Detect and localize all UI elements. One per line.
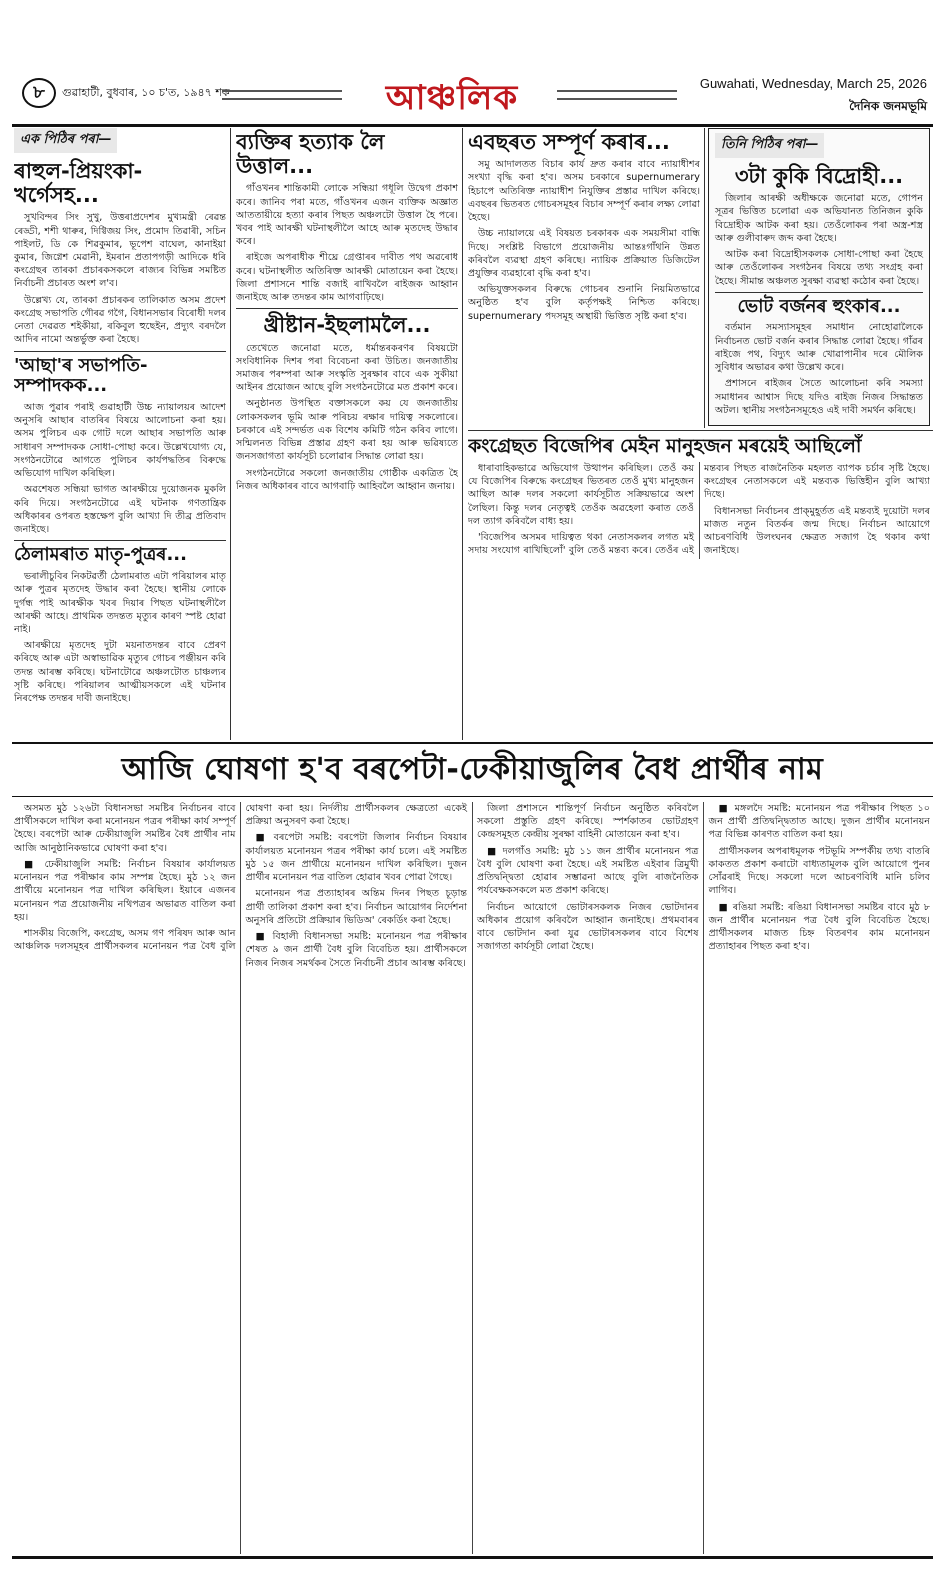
divider [14, 540, 226, 541]
article9-paragraph: বিধানসভা নিৰ্বাচনৰ প্ৰাক্‌মুহূৰ্তত এই মন্তব্যই দুয়োটা দলৰ মাজত নতুন বিতৰ্কৰ জন্ম দিছে। নিৰ্বাচন আয়োগে আচৰণবিধি উলংঘনৰ ক্ষেত্ৰত সজাগ হৈ থকাৰ কথা জনাইছে। [704, 505, 930, 557]
article3-paragraph: ভৰালীচুবিৰ নিকটৱৰ্তী ঠেলামৰাত এটা পৰিয়ালৰ মাতৃ আৰু পুত্ৰৰ মৃতদেহ উদ্ধাৰ কৰা হৈছে। স্থানীয় লোকে দুৰ্গন্ধ পাই আৰক্ষীক খবৰ দিয়াৰ পিছত ঘটনাস্থলীলৈ আৰক্ষী আহে। প্ৰাথমিক তদন্তত মৃত্যুৰ কাৰণ স্পষ্ট হোৱা নাই। [14, 571, 226, 635]
kuki-rebels-box [708, 128, 930, 426]
article8-body [715, 321, 923, 417]
column-center-left [236, 128, 458, 742]
main-story-body [14, 802, 930, 1554]
headline-vote-boycott: ভোট বৰ্জনৰ হুংকাৰ... [737, 295, 901, 317]
main-headline: আজি ঘোষণা হ'ব বৰপেটা-ঢেকীয়াজুলিৰ বৈধ প্ৰাৰ্থীৰ নাম [121, 752, 824, 787]
main-paragraph: ■ মঙ্গলদৈ সমষ্টি: মনোনয়ন পত্ৰ পৰীক্ষাৰ পিছত ১০ জন প্ৰাৰ্থী প্ৰতিদ্বন্দ্বিতাত আছে। দুজন প্ৰাৰ্থীৰ মনোনয়ন পত্ৰ বিভিন্ন কাৰণত বাতিল কৰা হয়। [708, 803, 930, 841]
column-center-right [468, 128, 700, 428]
english-date: Guwahati, Wednesday, March 25, 2026 [699, 76, 927, 91]
main-paragraph: নিৰ্বাচন আয়োগে ভোটাৰসকলক নিজৰ ভোটদানৰ অধিকাৰ প্ৰয়োগ কৰিবলৈ আহ্বান জনাইছে। প্ৰথমবাৰৰ বাবে ভোটদান কৰা যুৱ ভোটাৰসকলৰ বাবে বিশেষ সজাগতা কাৰ্যসূচী লোৱা হৈছে। [477, 901, 699, 953]
article6-paragraph: অভিযুক্তসকলৰ বিৰুদ্ধে গোচৰৰ শুনানি নিয়মিতভাৱে অনুষ্ঠিত হ'ব বুলি কৰ্তৃপক্ষই নিশ্চিত কৰিছে। supernumerary পদসমূহ অস্থায়ী ভিত্তিত সৃষ্টি কৰা হ'ব। [468, 284, 700, 322]
column-left [14, 128, 226, 742]
article6-paragraph: সমু আদালতত বিচাৰ কাৰ্য দ্ৰুত কৰাৰ বাবে ন্যায়াধীশৰ সংখ্যা বৃদ্ধি কৰা হ'ব। অসম চৰকাৰে supernumerary হিচাপে অতিৰিক্ত ন্যায়াধীশ নিযুক্তিৰ প্ৰস্তাৱ দাখিল কৰিছে। এবছৰৰ ভিতৰত গোচৰসমূহৰ বিচাৰ সম্পূৰ্ণ কৰাৰ লক্ষ্য লোৱা হৈছে। [468, 159, 700, 224]
congress-bjp-story [468, 434, 930, 740]
main-paragraph: শাসকীয় বিজেপি, কংগ্ৰেছ, অসম গণ পৰিষদ আৰু আন আঞ্চলিক দলসমূহৰ প্ৰাৰ্থীসকলৰ মনোনয়ন পত্ৰ বৈধ বুলি ঘোষণা কৰা হয়। নিৰ্দলীয় প্ৰাৰ্থীসকলৰ ক্ষেত্ৰতো একেই প্ৰক্ৰিয়া অনুসৰণ কৰা হৈছে। [14, 803, 467, 953]
headline-murder: ব্যক্তিৰ হত্যাক লৈ উত্তাল... [236, 130, 385, 179]
article5-body [236, 342, 458, 494]
page-header [12, 72, 933, 126]
headline-congress-bjp: কংগ্ৰেছত বিজেপিৰ মেইন মানুহজন মৰয়েই আছিলোঁ [468, 435, 862, 457]
headline-christian-islam: খ্ৰীষ্টান-ইছলামলৈ... [263, 313, 431, 338]
divider [715, 292, 923, 293]
column-rule [230, 128, 231, 740]
article7-body [715, 192, 923, 288]
article6-body [468, 158, 700, 323]
headline-rahul-priyanka: ৰাহুল-প্ৰিয়ংকা-খৰ্গেসহ... [14, 159, 143, 208]
kicker-article7: তিনি পিঠিৰ পৰা— [715, 133, 824, 158]
newspaper-name: দৈনিক জনমভূমি [849, 99, 927, 113]
divider [236, 308, 458, 309]
column-rule [704, 128, 705, 428]
main-paragraph: ■ বৰপেটা সমষ্টি: বৰপেটা জিলাৰ নিৰ্বাচন বিষয়াৰ কাৰ্যালয়ত মনোনয়ন পত্ৰৰ পৰীক্ষা কাৰ্য চলে। এই সমষ্টিত মুঠ ১৫ জন প্ৰাৰ্থীয়ে মনোনয়ন দাখিল কৰিছিল। দুজন প্ৰাৰ্থীৰ মনোনয়ন পত্ৰ বাতিল হোৱাৰ খবৰ পোৱা গৈছে। [245, 832, 467, 884]
article4-body [236, 182, 458, 304]
main-paragraph: ■ দলগাঁও সমষ্টি: মুঠ ১১ জন প্ৰাৰ্থীৰ মনোনয়ন পত্ৰ বৈধ বুলি ঘোষণা কৰা হৈছে। এই সমষ্টিত এইবাৰ ত্ৰিমুখী প্ৰতিদ্বন্দ্বিতা হোৱাৰ সম্ভাৱনা আছে বুলি ৰাজনৈতিক পৰ্যবেক্ষকসকলে মত প্ৰকাশ কৰিছে। [477, 845, 699, 897]
column-rule [462, 128, 463, 740]
main-paragraph: ■ ঢেকীয়াজুলি সমষ্টি: নিৰ্বাচন বিষয়াৰ কাৰ্যালয়ত মনোনয়ন পত্ৰ পৰীক্ষাৰ কাম সম্পন্ন হৈছে। মুঠ ১২ জন প্ৰাৰ্থীয়ে মনোনয়ন পত্ৰ দাখিল কৰিছিল। ইয়াৰে এজনৰ মনোনয়ন পত্ৰ প্ৰয়োজনীয় নথিপত্ৰৰ অভাৱত বাতিল কৰা হয়। [14, 858, 236, 923]
kicker-article1: এক পিঠিৰ পৰা— [14, 128, 117, 153]
header-rule [12, 124, 933, 127]
article1-paragraph: সুখবিন্দৰ সিং সুখু, উত্তৰাপ্ৰদেশৰ মুখ্যমন্ত্ৰী ৰেৱন্ত ৰেড্ডী, শশী থাৰুৰ, দিগ্বিজয় সিং, প্ৰমোদ তিৱাৰী, সচিন পাইলট, ডি কে শিৱকুমাৰ, ভূপেশ বাঘেল, কানাইয়া কুমাৰ, জিগ্নেশ মেৱানী, ইমৰান প্ৰতাপগড়ী আদিকে ধৰি কংগ্ৰেছৰ তাৰকা প্ৰচাৰকসকলে ৰাজ্যৰ বিভিন্ন সমষ্টিত নিৰ্বাচনী প্ৰচাৰত অংশ ল'ব। [14, 212, 226, 290]
assamese-date: গুৱাহাটী, বুধবাৰ, ১০ চ'ত, ১৯৪৭ শক [62, 86, 230, 99]
article1-body [14, 211, 226, 346]
article3-body [14, 570, 226, 705]
article3-paragraph: আৰক্ষীয়ে মৃতদেহ দুটা ময়নাতদন্তৰ বাবে প্ৰেৰণ কৰিছে আৰু এটা অস্বাভাৱিক মৃত্যুৰ গোচৰ পঞ্জীয়ন কৰি তদন্ত আৰম্ভ কৰিছে। ঘটনাটোৱে অঞ্চলটোত চাঞ্চল্যৰ সৃষ্টি কৰিছে। পৰিয়ালৰ আত্মীয়সকলে এই ঘটনাৰ নিৰপেক্ষ তদন্তৰ দাবী জনাইছে। [14, 640, 226, 705]
article4-paragraph: ৰাইজে অপৰাধীক শীঘ্ৰে গ্ৰেপ্তাৰৰ দাবীত পথ অৱৰোধ কৰে। ঘটনাস্থলীত অতিৰিক্ত আৰক্ষী মোতায়েন কৰা হৈছে। জিলা প্ৰশাসনে শান্তি বজাই ৰাখিবলৈ ৰাইজক আহ্বান জনাইছে আৰু তদন্তৰ কাম আগবাঢ়িছে। [236, 252, 458, 304]
headline-one-year: এবছৰত সম্পূৰ্ণ কৰাৰ... [468, 130, 670, 154]
main-paragraph: জিলা প্ৰশাসনে শান্তিপূৰ্ণ নিৰ্বাচন অনুষ্ঠিত কৰিবলৈ সকলো প্ৰস্তুতি গ্ৰহণ কৰিছে। স্পৰ্শকাতৰ ভোটগ্ৰহণ কেন্দ্ৰসমূহত কেন্দ্ৰীয় সুৰক্ষা বাহিনী মোতায়েন কৰা হ'ব। [477, 803, 699, 841]
article9-body [468, 462, 930, 559]
divider [468, 430, 933, 431]
article5-paragraph: অনুষ্ঠানত উপস্থিত বক্তাসকলে কয় যে জনজাতীয় লোকসকলৰ ভূমি আৰু পৰিচয় ৰক্ষাৰ দায়িত্ব সকলোৰে। চৰকাৰে এই সন্দৰ্ভত এক বিশেষ কমিটি গঠন কৰিব লাগে। সন্মিলনত বিভিন্ন প্ৰস্তাৱ গ্ৰহণ কৰা হয় আৰু ভৱিষ্যতে জনসজাগতা কাৰ্যসূচী চলোৱাৰ সিদ্ধান্ত লোৱা হয়। [236, 398, 458, 463]
header-ornament-left [222, 90, 342, 100]
section-logo: আঞ্চলিক [385, 78, 519, 118]
page-number: ৮ [22, 78, 56, 108]
main-paragraph: ■ ৰঙিয়া সমষ্টি: ৰঙিয়া বিধানসভা সমষ্টিৰ বাবে মুঠ ৮ জন প্ৰাৰ্থীৰ মনোনয়ন পত্ৰ বৈধ বুলি বিবেচিত হৈছে। প্ৰাৰ্থীসকলৰ মাজত চিহ্ন বিতৰণৰ কাম মনোনয়ন প্ৰত্যাহাৰৰ পিছত কৰা হ'ব। [708, 901, 930, 953]
article1-paragraph: উল্লেখ্য যে, তাৰকা প্ৰচাৰকৰ তালিকাত অসম প্ৰদেশ কংগ্ৰেছ সভাপতি গৌৰৱ গগৈ, বিধানসভাৰ বিৰোধী দলৰ নেতা দেৱৱত শইকীয়া, ৰকিবুল হুছেইন, প্ৰদ্যুৎ বৰদলৈ আদিৰ নামো অন্তৰ্ভুক্ত কৰা হৈছে। [14, 294, 226, 346]
article5-paragraph: তেখেতে জনোৱা মতে, ধৰ্মান্তৰকৰণৰ বিষয়টো সংবিধানিক দিশৰ পৰা বিবেচনা কৰা উচিত। জনজাতীয় সমাজৰ পৰম্পৰা আৰু সংস্কৃতি সুৰক্ষাৰ বাবে এক সুকীয়া আইনৰ প্ৰয়োজন আছে বুলি সংগঠনটোৱে মত প্ৰকাশ কৰে। [236, 342, 458, 394]
main-story-top-rule [12, 742, 933, 744]
article7-paragraph: জিলাৰ আৰক্ষী অধীক্ষকে জনোৱা মতে, গোপন সূত্ৰৰ ভিত্তিত চলোৱা এক অভিযানত তিনিজন কুকি বিদ্ৰোহীক আটক কৰা হয়। তেওঁলোকৰ পৰা অস্ত্ৰ-শস্ত্ৰ আৰু গুলীবাৰুদ জব্দ কৰা হৈছে। [715, 193, 923, 244]
article7-paragraph: আটক কৰা বিদ্ৰোহীসকলক সোধা-পোছা কৰা হৈছে আৰু তেওঁলোকৰ সংগঠনৰ বিষয়ে তথ্য সংগ্ৰহ কৰা হৈছে। সীমান্ত অঞ্চলত সুৰক্ষা ব্যৱস্থা কঠোৰ কৰা হৈছে। [715, 249, 923, 287]
article8-paragraph: প্ৰশাসনে ৰাইজৰ সৈতে আলোচনা কৰি সমস্যা সমাধানৰ আশ্বাস দিছে যদিও ৰাইজ নিজৰ সিদ্ধান্তত অটল। স্থানীয় সংগঠনসমূহেও এই দাবী সমৰ্থন কৰিছে। [715, 378, 923, 416]
article4-paragraph: গাঁওখনৰ শান্তিকামী লোকে সন্ধিয়া গধূলি উদ্বেগ প্ৰকাশ কৰে। জানিব পৰা মতে, গাঁওখনৰ এজন ব্যক্তিক অজ্ঞাত আততায়ীয়ে হত্যা কৰাৰ পিছত অঞ্চলটো উত্তাল হৈ পৰে। খবৰ পাই আৰক্ষী ঘটনাস্থলীলৈ আহে আৰু মৃতদেহ উদ্ধাৰ কৰে। [236, 183, 458, 248]
divider [14, 351, 226, 352]
headline-asa-president: 'আছা'ৰ সভাপতি-সম্পাদকক... [14, 354, 148, 397]
article8-paragraph: বৰ্তমান সমস্যাসমূহৰ সমাধান নোহোৱালৈকে নিৰ্বাচনত ভোট বৰ্জন কৰাৰ সিদ্ধান্ত লোৱা হৈছে। গাঁৱৰ ৰাইজে পথ, বিদ্যুৎ আৰু খোৱাপানীৰ দৰে মৌলিক সুবিধাৰ অভাৱৰ কথা উল্লেখ কৰে। [715, 322, 923, 374]
main-paragraph: মনোনয়ন পত্ৰ প্ৰত্যাহাৰৰ অন্তিম দিনৰ পিছত চূড়ান্ত প্ৰাৰ্থী তালিকা প্ৰকাশ কৰা হ'ব। নিৰ্বাচন আয়োগৰ নিৰ্দেশনা অনুসৰি প্ৰতিটো প্ৰক্ৰিয়াৰ ভিডিঅ' ৰেকৰ্ডিং কৰা হৈছে। [245, 888, 467, 926]
headline-kuki: ৩টা কুকি বিদ্ৰোহী... [734, 164, 904, 188]
article2-body [14, 401, 226, 536]
main-paragraph: অসমত মুঠ ১২৬টা বিধানসভা সমষ্টিৰ নিৰ্বাচনৰ বাবে প্ৰাৰ্থীসকলে দাখিল কৰা মনোনয়ন পত্ৰৰ পৰীক্ষা কাৰ্য সম্পূৰ্ণ হৈছে। বৰপেটা আৰু ঢেকীয়াজুলি সমষ্টিৰ বৈধ প্ৰাৰ্থীৰ নাম আজি আনুষ্ঠানিকভাৱে ঘোষণা কৰা হ'ব। [14, 803, 236, 854]
main-paragraph: প্ৰাৰ্থীসকলৰ অপৰাধমূলক পটভূমি সম্পৰ্কীয় তথ্য বাতৰি কাকতত প্ৰকাশ কৰাটো বাধ্যতামূলক বুলি আয়োগে পুনৰ সোঁৱৰাই দিছে। সকলো দলে আচৰণবিধি মানি চলিব লাগিব। [708, 845, 930, 897]
article5-paragraph: সংগঠনটোৱে সকলো জনজাতীয় গোষ্ঠীক একত্ৰিত হৈ নিজৰ অধিকাৰৰ বাবে আগবাঢ়ি আহিবলৈ আহ্বান জনায়। [236, 467, 458, 492]
footer-rule [12, 1556, 933, 1559]
article2-paragraph: অৱশেষত সন্ধিয়া ভাগত আৰক্ষীয়ে দুয়োজনক মুকলি কৰি দিয়ে। সংগঠনটোৱে এই ঘটনাক গণতান্ত্ৰিক অধিকাৰৰ ওপৰত হস্তক্ষেপ বুলি আখ্যা দি তীব্ৰ প্ৰতিবাদ জনাইছে। [14, 484, 226, 536]
main-paragraph: ■ বিহালী বিধানসভা সমষ্টি: মনোনয়ন পত্ৰ পৰীক্ষাৰ শেষত ৯ জন প্ৰাৰ্থী বৈধ বুলি বিবেচিত হয়। প্ৰাৰ্থীসকলে নিজৰ নিজৰ সমৰ্থকৰ সৈতে নিৰ্বাচনী প্ৰচাৰ আৰম্ভ কৰিছে। [245, 931, 467, 969]
article6-paragraph: উচ্চ ন্যায়ালয়ে এই বিষয়ত চৰকাৰক এক সময়সীমা বান্ধি দিছে। সংশ্লিষ্ট বিভাগে প্ৰয়োজনীয় আন্তঃগাঁথনি উন্নত কৰিবলৈ ব্যৱস্থা গ্ৰহণ কৰিছে। ন্যায়িক প্ৰক্ৰিয়াত ডিজিটেল প্ৰযুক্তিৰ ব্যৱহাৰো বৃদ্ধি কৰা হ'ব। [468, 228, 700, 280]
article2-paragraph: আজ পুৱাৰ পৰাই গুৱাহাটী উচ্চ ন্যায়ালয়ৰ আদেশ অনুসৰি আছাৰ বাতৰিৰ বিষয়ে আলোচনা কৰা হয়। অসম পুলিচৰ এক গোট দলে আছাৰ সভাপতি আৰু সাধাৰণ সম্পাদকক সোধা-পোছা কৰে। উল্লেখযোগ্য যে, সংগঠনটোৱে আগতে পুলিচৰ কাৰ্যপদ্ধতিৰ বিৰুদ্ধে অভিযোগ দাখিল কৰিছিল। [14, 402, 226, 480]
main-story-rule [12, 796, 933, 797]
headline-thelamara: ঠেলামৰাত মাতৃ-পুত্ৰৰ... [14, 544, 187, 566]
header-ornament-right [557, 90, 677, 100]
article9-paragraph: 'বিজেপিৰ অসমৰ দায়িত্বত থকা নেতাসকলৰ লগত মই সদায় সংযোগ ৰাখিছিলোঁ' বুলি তেওঁ মন্তব্য কৰে। তেওঁৰ এই মন্তব্যৰ পিছত ৰাজনৈতিক মহলত ব্যাপক চৰ্চাৰ সৃষ্টি হৈছে। কংগ্ৰেছৰ নেতাসকলে এই মন্তব্যক ভিত্তিহীন বুলি আখ্যা দিছে। [468, 462, 930, 557]
article9-paragraph: ধাৰাবাহিকভাৱে অভিযোগ উত্থাপন কৰিছিল। তেওঁ কয় যে বিজেপিৰ বিৰুদ্ধে কংগ্ৰেছৰ ভিতৰত তেওঁ মুখ্য মানুহজন আছিল আৰু দলৰ সকলো কাৰ্যসূচীত সক্ৰিয়ভাৱে অংশ লৈছিল। কিন্তু দলৰ নেতৃত্বই তেওঁক অৱহেলা কৰাত তেওঁ দল ত্যাগ কৰিবলৈ বাধ্য হয়। [468, 462, 694, 527]
